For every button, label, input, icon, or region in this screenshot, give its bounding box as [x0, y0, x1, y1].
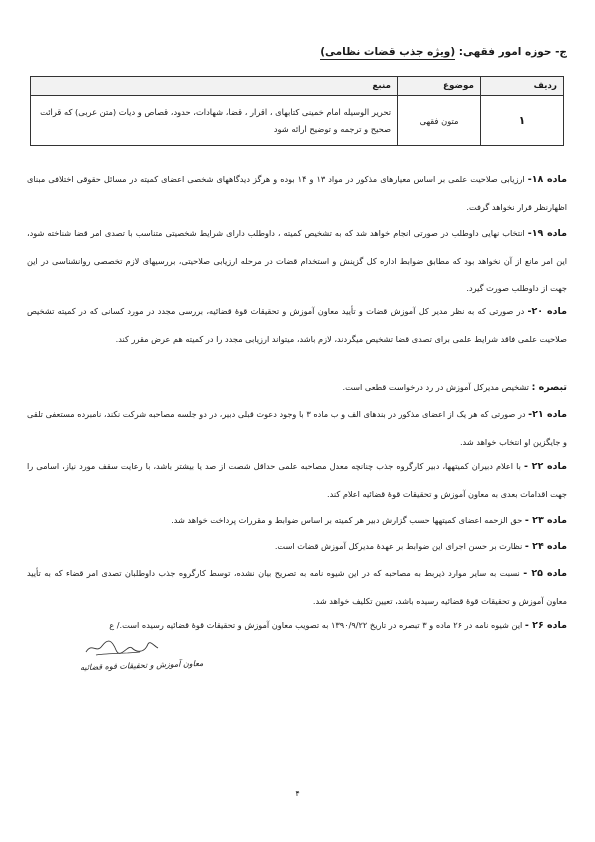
article-text: انتخاب نهایی داوطلب در صورتی انجام خواهد شد که به تشخیص کمیته ، داوطلب دارای شرایط شخصیتی متناسب با تصدی امر قضا شناخته شود، این امر مانع از آن نخواهد بود که مطابق ضوابط اداره کل گزینش و استخدام قضات در مرحله ارزیابی صلاحیتی، بررسیهای لازم تخصصی روانشناسی در این جهت از داوطلب صورت گیرد. [27, 228, 567, 293]
article-text: این شیوه نامه در ۲۶ ماده و ۳ تبصره در تاریخ ۱۳۹۰/۹/۲۲ به تصویب معاون آموزش و تحقیقات قوهٔ قضائیه رسیده است./ ع [109, 620, 525, 630]
article-20 [27, 298, 567, 353]
article-22 [27, 453, 567, 508]
table-header-row [31, 77, 564, 96]
article-19 [27, 220, 567, 303]
article-label: ماده ۲۶ - [524, 620, 567, 631]
article-label: ماده ۲۴ - [524, 541, 567, 552]
article-text: ارزیابی صلاحیت علمی بر اساس معیارهای مذکور در مواد ۱۳ و ۱۴ بوده و هرگز دیدگاههای شخصی اعضای کمیته در مسائل حقوقی اختلافی مبنای اظهارنظر قرار نخواهد گرفت. [27, 174, 567, 212]
article-text: حق الزحمه اعضای کمیتهها حسب گزارش دبیر هر کمیته بر اساس ضوابط و مقررات پرداخت خواهد شد. [171, 515, 525, 525]
article-label: ماده ۲۱- [528, 409, 567, 420]
header-radif: ردیف [481, 77, 564, 96]
article-24 [27, 533, 567, 561]
cell-manba: تحریر الوسیله امام خمینی کتابهای ، اقرار ، قضا، شهادات، حدود، قصاص و دیات (متن عربی) که قرائت صحیح و ترجمه و توضیح ارائه شود [31, 96, 398, 146]
page-number: ۴ [295, 789, 300, 798]
article-18 [27, 166, 567, 221]
article-label: ماده ۲۲ - [523, 461, 567, 472]
section-title-sub: (ویژه جذب قضات نظامی) [320, 46, 456, 58]
article-label: ماده ۲۵ - [523, 568, 567, 579]
article-25 [27, 560, 567, 615]
section-title-main: ج- حوزه امور فقهی: [455, 46, 567, 58]
sources-table [30, 76, 564, 146]
article-label: ماده ۲۰- [527, 306, 567, 317]
table-row [31, 96, 564, 146]
article-label: ماده ۲۳ - [524, 515, 567, 526]
article-text: نظارت بر حسن اجرای این ضوابط بر عهدهٔ مدیرکل آموزش قضات است. [274, 541, 525, 551]
article-text: در صورتی که به نظر مدیر کل آموزش قضات و تأیید معاون آموزش و تحقیقات قوهٔ قضائیه، بررسی مجدد در مورد کسانی که در کمیته تشخیص صلاحیت علمی فاقد شرایط علمی برای تصدی قضا تشخیص میگردند، لازم باشد، میتواند ارزیابی مجدد را در کمیته هم عرض مقرر کند. [27, 306, 567, 344]
note-label: تبصره : [531, 382, 567, 393]
note [27, 374, 567, 402]
signature-title: معاون آموزش و تحقیقات قوه قضائیه [79, 658, 204, 673]
article-21 [27, 401, 567, 456]
article-text: در صورتی که هر یک از اعضای مذکور در بندهای الف و ب ماده ۳ با وجود دعوت قبلی دبیر، در دو جلسه مصاحبه شرکت نکند، نامبرده مستعفی تلقی و جایگزین او انتخاب خواهد شد. [27, 409, 567, 447]
article-23 [27, 507, 567, 535]
article-text: با اعلام دبیران کمیتهها، دبیر کارگروه جذب چنانچه معدل مصاحبه علمی حداقل شصت از صد یا بیشتر باشد، با رعایت سقف مورد نیاز، اسامی را جهت اقدامات بعدی به معاون آموزش و تحقیقات قوهٔ قضائیه اعلام کند. [27, 461, 567, 499]
article-label: ماده ۱۸- [527, 174, 567, 185]
article-text: نسبت به سایر موارد ذیربط به مصاحبه که در این شیوه نامه به تصریح بیان نشده، توسط کارگروه جذب داوطلبان تصدی امر قضاء که به تأیید معاون آموزش و تحقیقات قوهٔ قضائیه رسیده باشد، تعیین تکلیف خواهد شد. [27, 568, 567, 606]
article-label: ماده ۱۹- [527, 228, 568, 239]
cell-mowzoo: متون فقهی [398, 96, 481, 146]
note-text: تشخیص مدیرکل آموزش در رد درخواست قطعی است. [342, 382, 532, 392]
section-title [320, 46, 567, 58]
cell-radif: ۱ [481, 96, 564, 146]
header-manba: منبع [31, 77, 398, 96]
signature-mark [82, 636, 162, 658]
header-mowzoo: موضوع [398, 77, 481, 96]
